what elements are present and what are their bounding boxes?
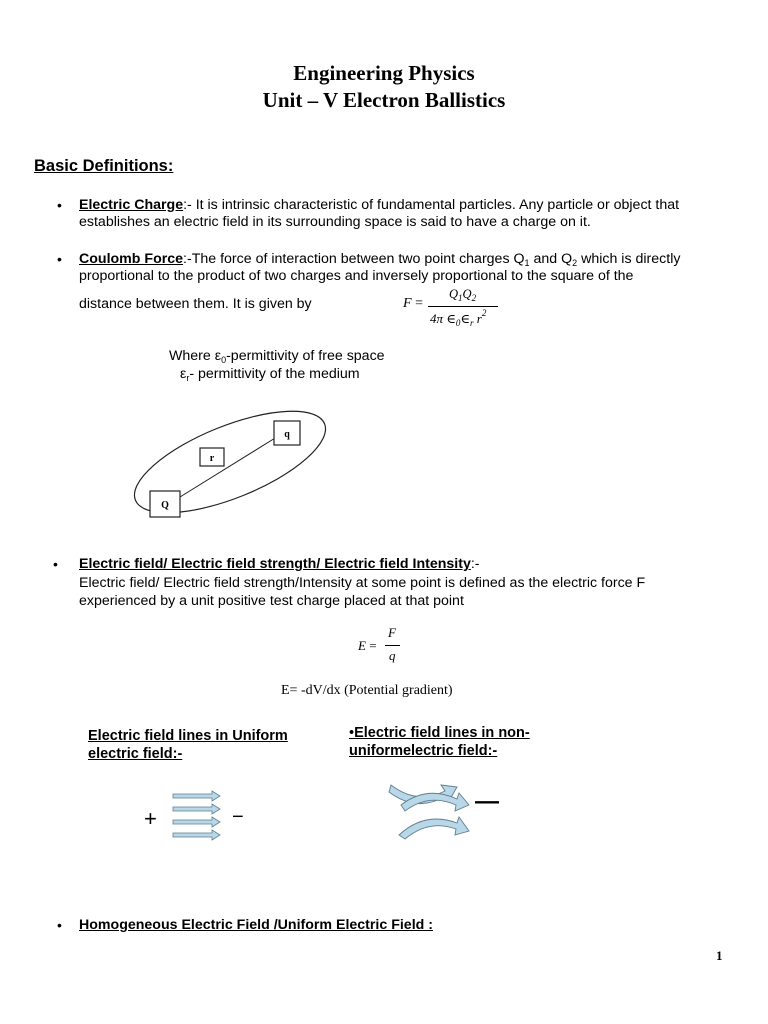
coulomb-sub2: 2 — [572, 258, 578, 268]
formula-num-q2: Q — [462, 287, 472, 301]
uniform-arrow-icon — [173, 817, 220, 827]
coulomb-line2: proportional to the product of two charges and inversely proportional to the square of the — [79, 268, 634, 284]
distance-r-label: r — [209, 453, 215, 464]
coulomb-formula-lhs — [403, 296, 423, 312]
nonuniform-bullet: • — [349, 725, 355, 741]
coulomb-text1c: which is directly — [577, 251, 681, 267]
formula-num-q2-sub: 2 — [471, 293, 477, 303]
where-line2 — [180, 366, 360, 387]
formula-den-eps: ∈ — [460, 311, 471, 326]
field-formula-num: F — [388, 625, 396, 640]
formula-num-q1: Q — [449, 287, 459, 301]
formula-num-q1-sub: 1 — [458, 293, 463, 303]
electric-field-term: Electric field/ Electric field strength/ Electric field Intensity — [79, 556, 471, 572]
uniform-arrow-icon — [173, 804, 220, 814]
field-formula-equals: = — [369, 638, 377, 653]
bullet-electric-field: • — [53, 556, 58, 572]
electric-charge-line1 — [79, 197, 679, 214]
bullet-homogeneous: • — [57, 917, 62, 933]
where-line1-b: -permittivity of free space — [226, 348, 385, 364]
formula-F: F — [403, 296, 412, 311]
coulomb-text1a: :-The force of interaction between two point charges Q — [183, 251, 525, 267]
where-subr: r — [186, 373, 190, 383]
coulomb-fraction-bar — [428, 306, 498, 307]
electric-charge-text1: :- It is intrinsic characteristic of fundamental particles. Any particle or object that — [183, 197, 680, 213]
page-number: 1 — [716, 948, 723, 963]
coulomb-term: Coulomb Force — [79, 251, 184, 267]
formula-den-subr: r — [470, 318, 474, 328]
nonuniform-heading-line2: uniformelectric field:- — [349, 743, 498, 759]
coulomb-formula-numerator — [449, 287, 476, 303]
uniform-arrow-icon — [173, 830, 220, 840]
where-sub0: 0 — [221, 355, 227, 365]
coulomb-sub1: 1 — [524, 258, 530, 268]
potential-gradient: E= -dV/dx (Potential gradient) — [281, 683, 453, 698]
field-fraction-bar — [385, 645, 400, 646]
coulomb-diagram — [128, 405, 338, 525]
page-title-line1: Engineering Physics — [293, 61, 475, 85]
bullet-electric-charge: • — [57, 197, 62, 213]
uniform-heading-line2: electric field:- — [88, 746, 183, 762]
nonuniform-minus-sign: — — [475, 788, 499, 815]
where-line1-a: Where ε — [169, 348, 222, 364]
electric-charge-term: Electric Charge — [79, 197, 184, 213]
section-heading: Basic Definitions: — [34, 157, 174, 175]
homogeneous-term: Homogeneous Electric Field /Uniform Electric Field : — [79, 917, 433, 933]
electric-charge-line2: establishes an electric field in its surrounding space is said to have a charge on it. — [79, 214, 591, 230]
bullet-coulomb: • — [57, 251, 62, 267]
formula-equals: = — [415, 296, 423, 311]
uniform-minus-sign: − — [232, 806, 244, 828]
field-formula-den: q — [389, 648, 396, 663]
where-line2-b: - permittivity of the medium — [189, 366, 360, 382]
electric-field-heading — [79, 556, 480, 573]
coulomb-formula-denominator — [430, 308, 486, 328]
nonuniform-heading-line1 — [349, 724, 530, 742]
field-formula-E: E — [358, 638, 366, 653]
curved-arrow-icon — [399, 817, 469, 839]
formula-den-r: r — [473, 311, 482, 326]
nonuniform-heading-text1: Electric field lines in non- — [354, 725, 530, 741]
formula-den-sub0: 0 — [455, 318, 461, 328]
distance-line — [180, 435, 280, 497]
electric-field-line2: experienced by a unit positive test charge placed at that point — [79, 593, 464, 609]
electric-field-line1: Electric field/ Electric field strength/Intensity at some point is defined as the electric force F — [79, 575, 646, 591]
uniform-heading-line1: Electric field lines in Uniform — [88, 728, 288, 744]
formula-den-sup: 2 — [481, 308, 487, 318]
coulomb-text1b: and Q — [529, 251, 573, 267]
page-title-line2: Unit – V Electron Ballistics — [262, 88, 506, 112]
charge-q-label: q — [284, 429, 290, 440]
field-formula-lhs — [358, 638, 377, 654]
formula-den: 4π ∈ — [430, 311, 456, 326]
uniform-field-arrows — [170, 790, 225, 842]
charge-Q-label: Q — [161, 500, 169, 511]
electric-field-suffix: :- — [470, 556, 480, 572]
uniform-arrow-icon — [173, 791, 220, 801]
uniform-plus-sign: + — [144, 806, 157, 831]
coulomb-line3: distance between them. It is given by — [79, 296, 312, 312]
where-line2-a: ε — [180, 366, 187, 382]
